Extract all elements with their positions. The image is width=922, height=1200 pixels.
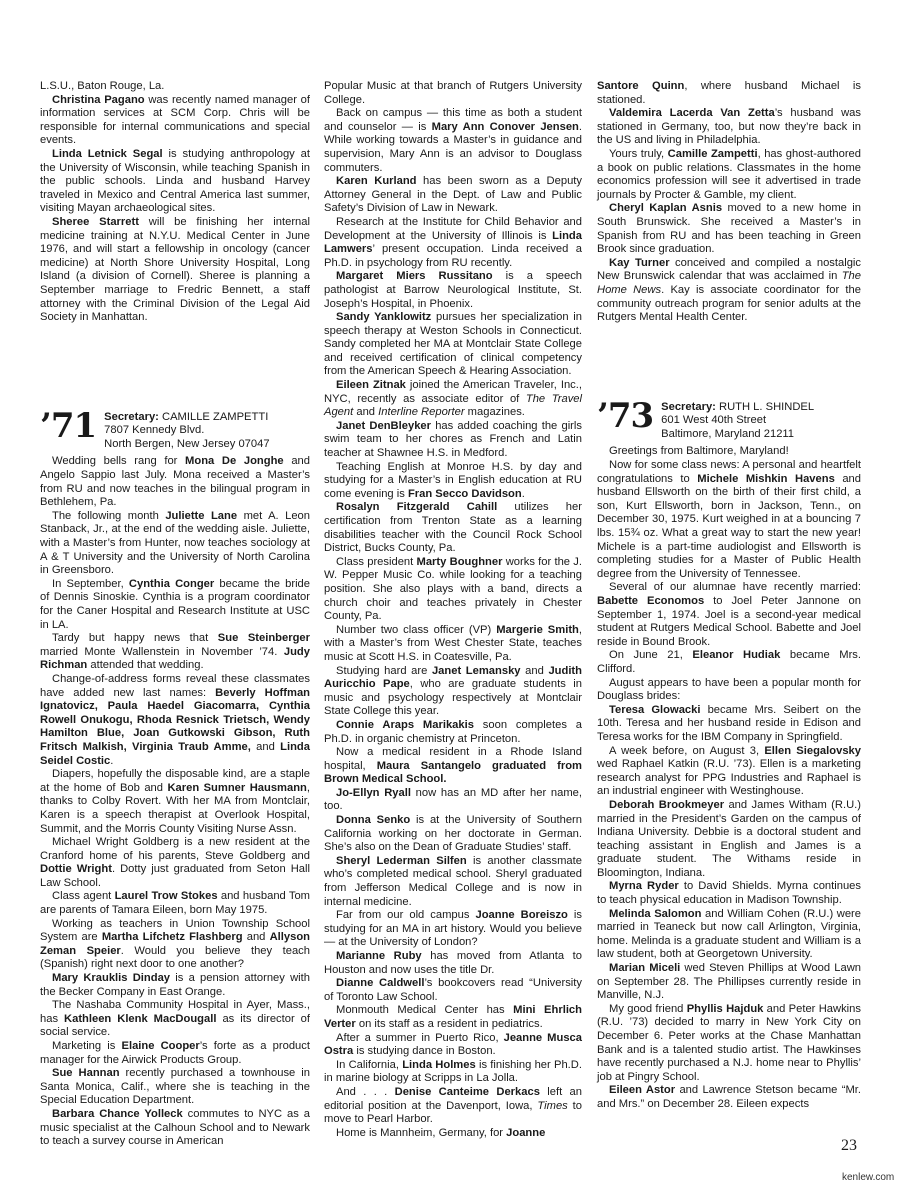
paragraph: Linda Letnick Segal is studying anthropology at the University of Wisconsin, while teaching Spanish in the public schools. Linda and husband Harvey traveled in Mexico and Central America last summer, visiting Mayan archaeological sites. [40, 147, 310, 215]
col1-pre [40, 80, 310, 325]
site-watermark: kenlew.com [842, 1172, 895, 1183]
paragraph: The Nashaba Community Hospital in Ayer, Mass., has Kathleen Klenk MacDougall as its director of social service. [40, 999, 310, 1039]
paragraph: Christina Pagano was recently named manager of information services at SCM Corp. Chris will be responsible for internal communications and special events. [40, 93, 310, 147]
secretary-address-1: 7807 Kennedy Blvd. [104, 424, 205, 437]
paragraph: Janet DenBleyker has added coaching the girls swim team to her chores as French and Latin teacher at Shawnee H.S. in Medford. [324, 419, 582, 460]
column-left [40, 80, 310, 1149]
column-right [597, 80, 861, 1112]
paragraph: On June 21, Eleanor Hudiak became Mrs. Clifford. [597, 649, 861, 675]
class-73-secretary [661, 399, 814, 442]
paragraph: Connie Araps Marikakis soon completes a Ph.D. in organic chemistry at Princeton. [324, 718, 583, 745]
paragraph: Now for some class news: A personal and heartfelt congratulations to Michele Mishkin Havens and husband Ellsworth on the birth of their first child, a son, Kurt Ellsworth, born in Jackson, Tenn., on December 30, 1975. Kurt weighed in at a bouncing 7 lbs. 15¾ oz. What a great way to start the new year! Michele is a part-time audiologist and Ellsworth is completing studies for a Master of Public Health degree from the University of Tennessee. [597, 459, 861, 580]
secretary-label: Secretary: [104, 410, 159, 423]
paragraph: Myrna Ryder to David Shields. Myrna continues to teach physical education in Madison Township. [597, 880, 861, 907]
paragraph: Several of our alumnae have recently married: Babette Economos to Joel Peter Jannone on September 1, 1974. Joel is a second-year medical student at Rutgers Medical School. Babette and Joel reside in Bound Brook. [597, 581, 861, 648]
paragraph: In September, Cynthia Conger became the bride of Dennis Sinoskie. Cynthia is a program coordinator for the Caner Hospital and Research Institute at USC in LA. [40, 577, 310, 631]
column-middle [324, 80, 582, 1140]
paragraph: And . . . Denise Canteime Derkacs left an editorial position at the Davenport, Iowa, Times to move to Pearl Harbor. [324, 1085, 582, 1126]
paragraph: Working as teachers in Union Township School System are Martha Lifchetz Flashberg and Allyson Zeman Speier. Would you believe they teach (Spanish) right next door to one another? [40, 917, 310, 971]
paragraph: Yours truly, Camille Zampetti, has ghost-authored a book on public relations. Classmates in the home economics profession will see it advertised in trade journals by Procter & Gamble, my client. [597, 147, 862, 201]
paragraph: Sheree Starrett will be finishing her internal medicine training at N.Y.U. Medical Center in June 1976, and will start a fellowship in oncology (cancer medicine) at North Shore University Hospital, Long Island (a division of Cornell). Sheree is planning a September marriage to Fredric Bennett, a staff attorney with the Criminal Division of the Legal Aid Society in Manhattan. [40, 215, 310, 324]
paragraph: Jo-Ellyn Ryall now has an MD after her name, too. [324, 786, 582, 813]
paragraph: Class president Marty Boughner works for the J. W. Pepper Music Co. while looking for a teaching position. She also plays with a band, directs a church choir and teaches privately in Chester County, Pa. [324, 555, 582, 623]
paragraph: August appears to have been a popular month for Douglass brides: [597, 676, 861, 703]
paragraph: Kay Turner conceived and compiled a nostalgic New Brunswick calendar that was acclaimed in The Home News. Kay is associate coordinator for the community outreach program for senior adults at the Rutgers Mental Health Center. [597, 256, 862, 324]
secretary-name: RUTH L. SHINDEL [719, 400, 815, 413]
paragraph: Now a medical resident in a Rhode Island hospital, Maura Santangelo graduated from Brown Medical School. [324, 746, 582, 786]
paragraph: Eileen Zitnak joined the American Traveler, Inc., NYC, recently as associate editor of The Travel Agent and Interline Reporter magazines. [324, 379, 582, 419]
paragraph: Valdemira Lacerda Van Zetta’s husband was stationed in Germany, too, but now they’re back in the US and living in Philadelphia. [597, 107, 861, 147]
paragraph: L.S.U., Baton Rouge, La. [40, 80, 165, 92]
paragraph: Deborah Brookmeyer and James Witham (R.U.) married in the President’s Garden on the campus of Indiana University. Debbie is a doctoral student and teaching assistant in English and James is a graduate student. The Withams reside in Bloomington, Indiana. [597, 798, 861, 879]
paragraph: Monmouth Medical Center has Mini Ehrlich Verter on its staff as a resident in pediatrics. [324, 1004, 582, 1030]
paragraph: Mary Krauklis Dinday is a pension attorney with the Becker Company in East Orange. [40, 972, 310, 998]
paragraph: A week before, on August 3, Ellen Siegalovsky wed Raphael Katkin (R.U. ’73). Ellen is a marketing research analyst for PPG Industries and Raphael is an industrial engineer with Westinghouse. [597, 744, 861, 798]
paragraph: Wedding bells rang for Mona De Jonghe and Angelo Sappio last July. Mona received a Master’s from RU and now teaches in the bilingual program in Bethlehem, Pa. [40, 455, 310, 509]
paragraph: Melinda Salomon and William Cohen (R.U.) were married in Teaneck but now call Arlington, Virginia, home. Melinda is a graduate student and William is a law student, both at Georgetown University. [597, 907, 861, 961]
secretary-address-1: 601 West 40th Street [661, 414, 767, 427]
paragraph: Studying hard are Janet Lemansky and Judith Auricchio Pape, who are graduate students in music and psychology respectively at Montclair State College this year. [324, 664, 582, 718]
paragraph: Marianne Ruby has moved from Atlanta to Houston and now uses the title Dr. [324, 950, 582, 976]
class-71-header [40, 405, 310, 452]
paragraph: Class agent Laurel Trow Stokes and husband Tom are parents of Tamara Eileen, born May 1975. [40, 890, 310, 917]
paragraph: Research at the Institute for Child Behavior and Development at the University of Illinois is Linda Lamwers’ present occupation. Linda received a Ph.D. in psychology from RU recently. [324, 215, 582, 269]
paragraph: Rosalyn Fitzgerald Cahill utilizes her certification from Trenton State as a learning disabilities teacher with the Council Rock School District, Bucks County, Pa. [324, 501, 582, 555]
class-71-section [40, 405, 311, 1149]
paragraph: Popular Music at that branch of Rutgers University College. [324, 80, 582, 106]
paragraph: Margaret Miers Russitano is a speech pathologist at Barrow Neurological Institute, St. Joseph’s Hospital, in Phoenix. [324, 270, 583, 310]
secretary-name: CAMILLE ZAMPETTI [162, 410, 269, 423]
paragraph: Dianne Caldwell’s bookcovers read “University of Toronto Law School. [324, 977, 582, 1003]
paragraph: Donna Senko is at the University of Southern California working on her doctorate in German. She’s also on the Dean of Graduate Studies’ staff. [324, 814, 583, 854]
col3-pre [597, 80, 861, 325]
paragraph: Back on campus — this time as both a student and counselor — is Mary Ann Conover Jensen. While working towards a Master’s in guidance and supervision, Mary Ann is an advisor to Douglass commuters. [324, 107, 582, 174]
class-73-header [597, 395, 861, 442]
paragraph: Sheryl Lederman Silfen is another classmate who’s completed medical school. Sheryl graduated from Jefferson Medical College and is now in internal medicine. [324, 854, 582, 908]
paragraph: Number two class officer (VP) Margerie Smith, with a Master’s from West Chester State, teaches music at Scott H.S. in Coatesville, Pa. [324, 623, 582, 663]
paragraph: Diapers, hopefully the disposable kind, are a staple at the home of Bob and Karen Sumner Hausmann, thanks to Colby Rovert. With her MA from Montclair, Karen is a speech therapist at Overlook Hospital, Summit, and the Morris County Visiting Nurse Assn. [40, 768, 310, 835]
paragraph: Sandy Yanklowitz pursues her specialization in speech therapy at Weston Schools in Connecticut. Sandy completed her MA at Montclair State College and received certification of clinical competency from the American Speech & Hearing Association. [324, 311, 582, 378]
paragraph: Barbara Chance Yolleck commutes to NYC as a music specialist at the Calhoun School and to Newark to teach a survey course in American [40, 1107, 310, 1148]
paragraph: In California, Linda Holmes is finishing her Ph.D. in marine biology at Scripps in La Jolla. [324, 1058, 582, 1085]
page-number: 23 [841, 1137, 857, 1154]
paragraph: After a summer in Puerto Rico, Jeanne Musca Ostra is studying dance in Boston. [324, 1031, 582, 1058]
paragraph: Michael Wright Goldberg is a new resident at the Cranford home of his parents, Steve Goldberg and Dottie Wright. Dotty just graduated from Seton Hall Law School. [40, 836, 310, 889]
class-71-notes [40, 455, 310, 1148]
class-71-notes-continued [324, 80, 582, 1140]
class-73-notes [597, 445, 861, 1111]
paragraph: Far from our old campus Joanne Boreiszo is studying for an MA in art history. Would you believe — at the University of London? [324, 909, 582, 949]
paragraph: Santore Quinn, where husband Michael is stationed. [597, 80, 861, 106]
paragraph: Change-of-address forms reveal these classmates have added new last names: Beverly Hoffman Ignatovicz, Paula Haedel Giacomarra, Cynthia Rowell Onukogu, Rhoda Resnick Trietsch, Wendy Hamilton Blue, Joan Gutkowski Gibson, Ruth Fritsch Malkish, Virginia Traub Amme, and Linda Seidel Costic. [40, 672, 311, 767]
class-year-71: ’71 [40, 405, 97, 446]
paragraph: Marketing is Elaine Cooper’s forte as a product manager for the Airwick Products Group. [40, 1040, 310, 1066]
paragraph: Home is Mannheim, Germany, for Joanne [336, 1126, 546, 1139]
paragraph: Karen Kurland has been sworn as a Deputy Attorney General in the Dept. of Law and Public Safety’s Division of Law in Newark. [324, 175, 582, 215]
class-71-secretary [104, 409, 269, 452]
secretary-address-2: North Bergen, New Jersey 07047 [104, 437, 270, 450]
class-year-73: ’73 [597, 395, 654, 436]
paragraph: Greetings from Baltimore, Maryland! [609, 445, 789, 458]
paragraph: Marian Miceli wed Steven Phillips at Wood Lawn on September 28. The Phillipses currently reside in Manville, N.J. [597, 962, 861, 1002]
paragraph: Sue Hannan recently purchased a townhouse in Santa Monica, Calif., where she is teaching in the Special Education Department. [40, 1067, 310, 1107]
secretary-label: Secretary: [661, 400, 716, 413]
paragraph: Cheryl Kaplan Asnis moved to a new home in South Brunswick. She received a Master’s in Spanish from RU and has been teaching in Green Brook since graduation. [597, 202, 862, 256]
paragraph: The following month Juliette Lane met A. Leon Stanback, Jr., at the end of the wedding aisle. Juliette, with a Master’s from Hunter, now teaches sociology at A & T University and the University of North Carolina in Greensboro. [40, 509, 310, 577]
paragraph: Teaching English at Monroe H.S. by day and studying for a Master’s in English education at RU come evening is Fran Secco Davidson. [324, 460, 582, 500]
paragraph: Teresa Glowacki became Mrs. Seibert on the 10th. Teresa and her husband reside in Edison and Teresa works for the IBM Company in Springfield. [597, 703, 861, 743]
paragraph: Tardy but happy news that Sue Steinberger married Monte Wallenstein in November ’74. Judy Richman attended that wedding. [40, 632, 310, 672]
class-73-section [597, 395, 861, 1112]
paragraph: Eileen Astor and Lawrence Stetson became “Mr. and Mrs.” on December 28. Eileen expects [597, 1084, 861, 1110]
secretary-address-2: Baltimore, Maryland 21211 [661, 427, 795, 440]
paragraph: My good friend Phyllis Hajduk and Peter Hawkins (R.U. ’73) decided to marry in New York City on December 6. Peter works at the Chase Manhattan Bank and is a talented studio artist. The Hawkinses have recently purchased a N.J. home near to Phyllis’ job at Pingry School. [597, 1002, 861, 1083]
